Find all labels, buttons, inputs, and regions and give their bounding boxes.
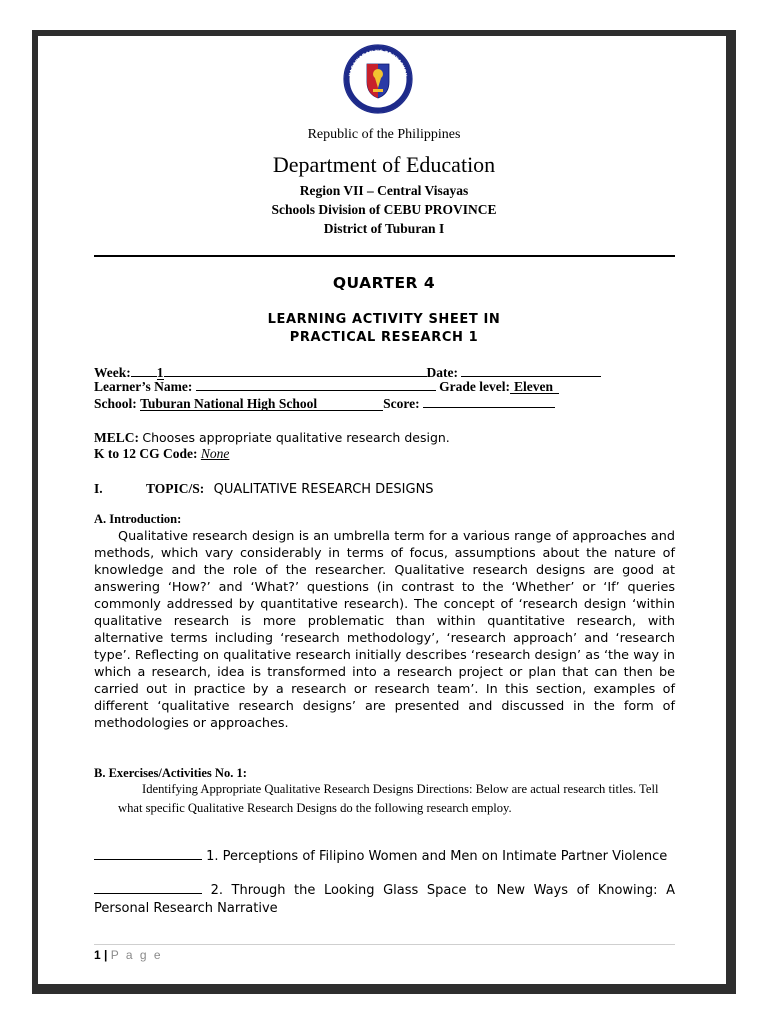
week-blank-pre: [131, 362, 157, 377]
exercise-item-1: [94, 848, 675, 866]
deped-seal-logo: [339, 44, 417, 114]
footer-divider: [94, 944, 675, 945]
melc-text: Chooses appropriate qualitative research design.: [142, 430, 450, 445]
district-line: District of Tuburan I: [323, 221, 445, 236]
republic-line: Republic of the Philippines: [307, 127, 461, 142]
introduction-heading: A. Introduction:: [94, 512, 182, 526]
learner-name-field[interactable]: [196, 389, 436, 391]
page-label: P a g e: [110, 948, 163, 962]
footer-separator: |: [104, 948, 108, 962]
school-value[interactable]: Tuburan National High School: [140, 396, 383, 411]
topic-label: TOPIC/S:: [146, 481, 205, 496]
grade-label: Grade level:: [439, 379, 510, 394]
melc-line: [94, 430, 450, 446]
exercise-item-1-text: 1. Perceptions of Filipino Women and Men on Intimate Partner Violence: [206, 849, 668, 864]
cg-code-line: [94, 446, 229, 462]
answer-blank-1[interactable]: [94, 858, 202, 860]
sheet-title-line2: PRACTICAL RESEARCH 1: [289, 330, 479, 345]
region-line: Region VII – Central Visayas: [299, 183, 469, 198]
score-label: Score:: [383, 396, 420, 411]
melc-label: MELC:: [94, 430, 139, 445]
exercises-directions: Identifying Appropriate Qualitative Research Designs Directions: Below are actual research titles. Tell what specific Qualitative Research Designs do the following research employ.: [118, 782, 659, 815]
learner-label: Learner’s Name:: [94, 379, 193, 394]
exercise-item-2-text: 2. Through the Looking Glass Space to New Ways of Knowing: A Personal Research Narrative: [94, 883, 675, 916]
seal-text-bottom: REPUBLIKA NG PILIPINAS: [359, 86, 401, 103]
date-label: Date:: [426, 365, 458, 380]
page-number: 1: [94, 948, 101, 962]
date-field[interactable]: [461, 375, 601, 377]
division-line: Schools Division of CEBU PROVINCE: [271, 202, 497, 217]
quarter-title: QUARTER 4: [332, 274, 436, 292]
score-field[interactable]: [423, 406, 555, 408]
cg-code-label: K to 12 CG Code:: [94, 446, 198, 461]
school-score-row: [94, 396, 555, 412]
topic-line: [94, 481, 434, 497]
topic-numeral: I.: [94, 481, 103, 496]
topic-text: QUALITATIVE RESEARCH DESIGNS: [213, 482, 434, 497]
learner-grade-row: [94, 379, 559, 395]
answer-blank-2[interactable]: [94, 892, 202, 894]
week-value[interactable]: 1: [156, 365, 164, 380]
sheet-title-line1: LEARNING ACTIVITY SHEET IN: [267, 312, 501, 327]
department-title: Department of Education: [272, 152, 496, 177]
page-footer: [94, 948, 163, 962]
introduction-body: Qualitative research design is an umbrella term for a various range of approaches and methods, which vary considerably in terms of focus, assumptions about the nature of knowledge and the role of the researcher. Qualitative research designs are good at answering ‘How?’ and ‘What?’ questions (in contrast to the ‘Whether’ or ‘If’ queries commonly addressed by quantitative research). The concept of ‘research design ‘within qualitative research is more problematic than within quantitative research, with alternative terms including ‘research methodology’, ‘research approach’ and ‘research type’. Reflecting on qualitative research initially describes ‘research design’ as ‘the way in which a research, idea is transformed into a research project or plan that can then be carried out in practice by a research or research team’. In this section, examples of different ‘qualitative research designs’ are presented and discussed in the form of methodologies or approaches.: [94, 529, 675, 731]
cg-code-value: None: [200, 446, 230, 461]
header-divider: [94, 255, 675, 257]
grade-value[interactable]: Eleven: [510, 379, 559, 394]
week-label: Week:: [94, 365, 131, 380]
school-label: School:: [94, 396, 137, 411]
exercise-item-2: [94, 882, 675, 917]
exercises-heading: B. Exercises/Activities No. 1:: [94, 766, 247, 780]
seal-text-top: KAGAWARAN NG EDUKASYON: [349, 49, 407, 78]
week-blank-post: [164, 362, 427, 377]
